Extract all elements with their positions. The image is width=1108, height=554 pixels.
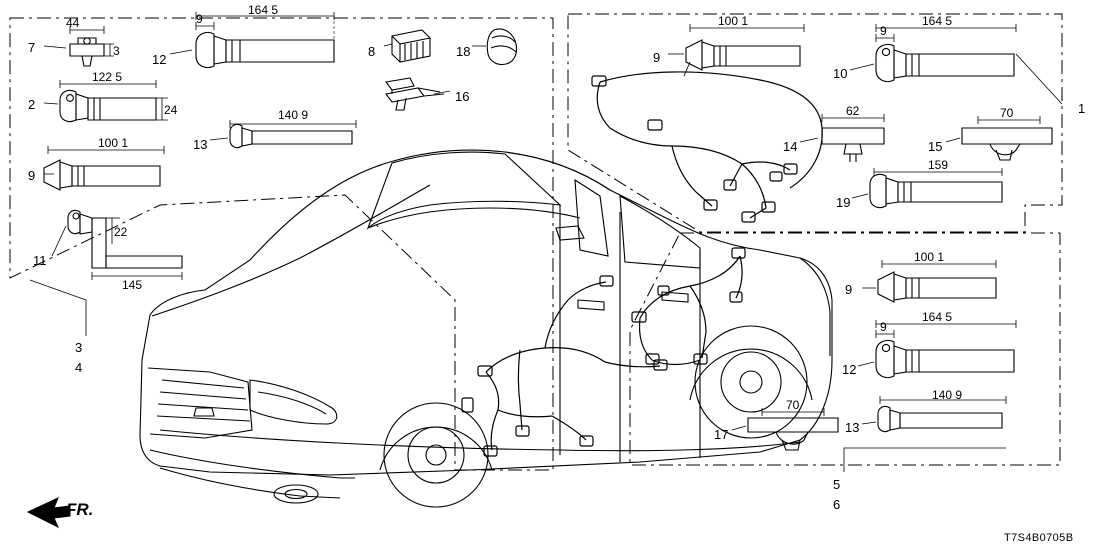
dimension-24: 24 (164, 103, 178, 117)
callout-5[interactable]: 5 (833, 477, 841, 492)
callout-19[interactable]: 19 (836, 195, 851, 210)
part-15-clip (962, 116, 1052, 160)
drawing-code: T7S4B0705B (1004, 532, 1074, 544)
dimension-164-5-b: 164 5 (922, 14, 953, 28)
front-direction-label: FR. (66, 500, 94, 519)
dimension-100-1-b: 100 1 (718, 14, 749, 28)
callout-1[interactable]: 1 (1078, 101, 1086, 116)
dimension-159: 159 (928, 158, 949, 172)
callout-10[interactable]: 10 (833, 66, 848, 81)
dimension-100-1-a: 100 1 (98, 136, 129, 150)
part-7-clip (70, 26, 114, 66)
callout-2[interactable]: 2 (28, 97, 36, 112)
dimension-145: 145 (122, 278, 143, 292)
callout-12-left[interactable]: 12 (152, 52, 167, 67)
callout-9-bottomright[interactable]: 9 (845, 282, 853, 297)
callout-9-topright[interactable]: 9 (653, 50, 661, 65)
dimension-164-5-a: 164 5 (248, 3, 279, 17)
callout-9-left[interactable]: 9 (28, 168, 36, 183)
callout-11[interactable]: 11 (33, 253, 47, 268)
harness-floor-center (462, 276, 667, 456)
callout-15[interactable]: 15 (928, 139, 943, 154)
callout-13-bottomright[interactable]: 13 (845, 420, 860, 435)
callout-13-left[interactable]: 13 (193, 137, 208, 152)
dimension-70-b: 70 (786, 398, 800, 412)
part-19-harness (870, 168, 1002, 208)
part-12-left-grommet (196, 12, 334, 68)
callout-6[interactable]: 6 (833, 497, 841, 512)
part-9-left-harness (44, 146, 164, 190)
callout-3[interactable]: 3 (75, 340, 83, 355)
dimension-62: 62 (846, 104, 860, 118)
dimension-44: 44 (66, 16, 80, 30)
callout-8[interactable]: 8 (368, 44, 376, 59)
callout-17[interactable]: 17 (714, 427, 729, 442)
part-8-connector (392, 30, 430, 62)
dimension-140-9-a: 140 9 (278, 108, 309, 122)
part-13-left-harness (230, 120, 356, 148)
dimension-164-5-c: 164 5 (922, 310, 953, 324)
dimension-9-a: 9 (196, 12, 203, 26)
callout-7[interactable]: 7 (28, 40, 36, 55)
vehicle-illustration (140, 150, 832, 507)
part-14-clip (822, 114, 884, 162)
part-17-clip (748, 408, 838, 450)
dimension-22: 22 (114, 225, 128, 239)
callout-18[interactable]: 18 (456, 44, 471, 59)
part-9-topright-harness (684, 24, 804, 76)
part-10-harness (876, 24, 1062, 104)
dimension-70-a: 70 (1000, 106, 1014, 120)
group-boundary-top-right (568, 14, 1062, 232)
callout-16[interactable]: 16 (455, 89, 470, 104)
part-12-bottomright-harness (876, 320, 1016, 378)
dimension-122-5: 122 5 (92, 70, 123, 84)
part-9-bottomright-harness (878, 260, 996, 302)
callout-4[interactable]: 4 (75, 360, 83, 375)
dimension-3: 3 (113, 44, 120, 58)
dimension-9-c: 9 (880, 320, 887, 334)
part-2-harness-tube (60, 80, 168, 122)
dimension-9-b: 9 (880, 24, 887, 38)
callout-14[interactable]: 14 (783, 139, 798, 154)
part-18-boot (487, 29, 516, 65)
callout-12-bottomright[interactable]: 12 (842, 362, 857, 377)
front-direction-arrow (28, 498, 70, 527)
dimension-100-1-c: 100 1 (914, 250, 945, 264)
part-11-harness (68, 210, 182, 280)
harness-rear (632, 248, 745, 365)
dimension-140-9-b: 140 9 (932, 388, 963, 402)
